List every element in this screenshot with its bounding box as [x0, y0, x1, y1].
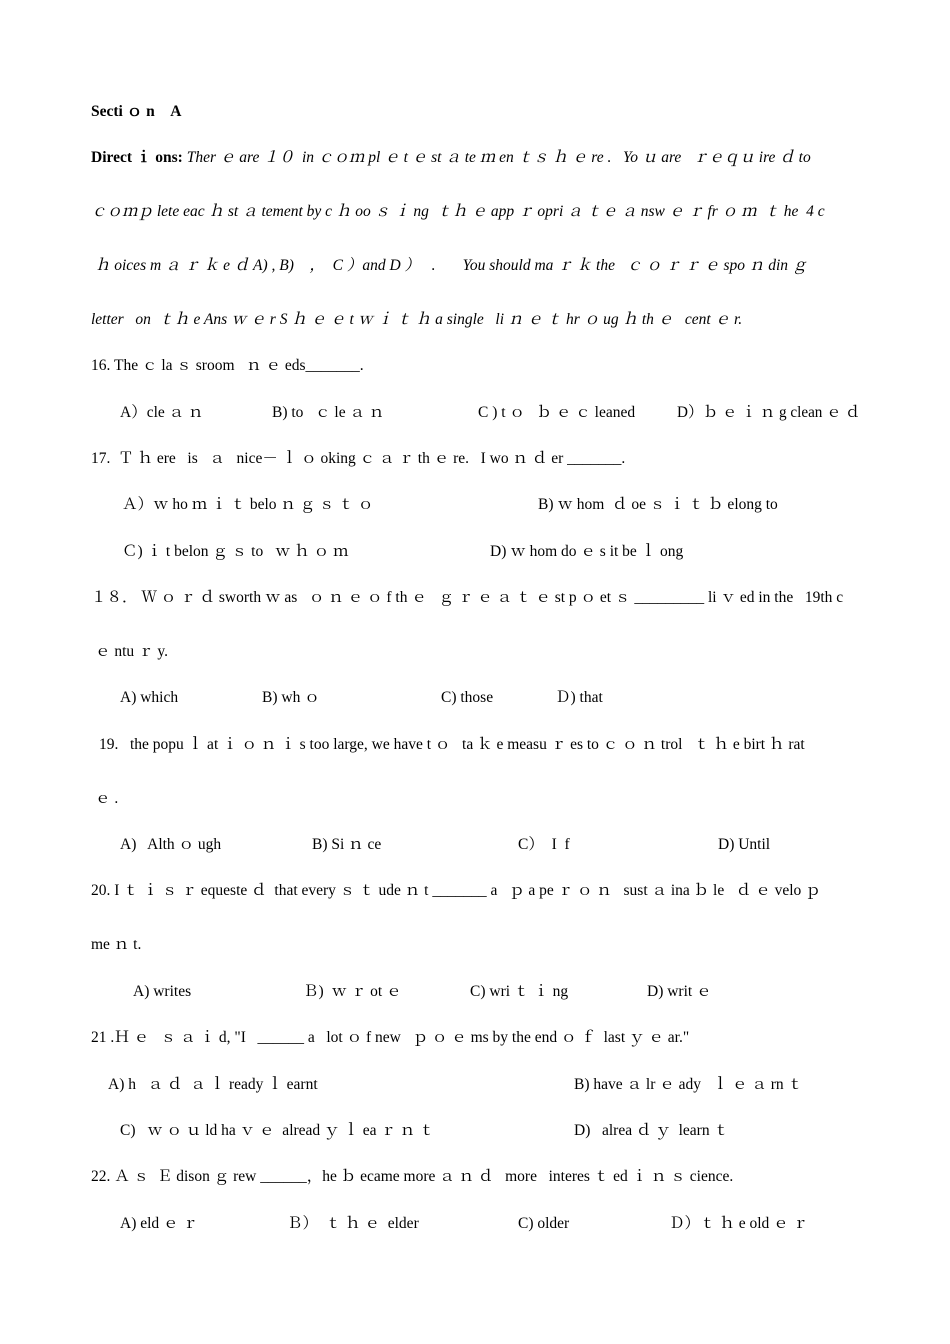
question-22-option-b[interactable]: Ｂ） ｔ ｈ ｅ elder: [287, 1215, 419, 1232]
question-16-stem: 16. The ｃ la ｓ sroom ｎ ｅ eds_______.: [91, 357, 364, 374]
question-20-stem-line-1: 20. I ｔ ｉ ｓ ｒ equeste ｄ that every ｓ ｔ ude ｎ t _______ a ｐ a pe ｒ ｏ ｎ sust ａ ina ｂ le ｄ ｅ velo ｐ: [91, 882, 821, 899]
question-21-option-b[interactable]: B) have ａ lr ｅ ady ｌ ｅ ａ rn ｔ: [574, 1076, 804, 1093]
question-22-option-a[interactable]: A) eld ｅ ｒ: [120, 1215, 198, 1232]
directions-label: Direct ｉ ons:: [91, 149, 183, 166]
question-17-option-d[interactable]: D) ｗ hom do ｅ s it be ｌ ong: [490, 543, 684, 560]
question-19-option-b[interactable]: B) Si ｎ ce: [312, 836, 382, 853]
question-18-option-d[interactable]: Ｄ) that: [555, 689, 603, 706]
directions-line-3: ｈ oices m ａ ｒ ｋ e ｄ A) , B) ， C ）and D ） . You should ma ｒ ｋ the ｃ ｏ ｒ ｒ ｅ spo ｎ din ｇ: [91, 257, 808, 274]
question-19-option-c[interactable]: C） I f: [518, 836, 570, 853]
question-17-option-b[interactable]: B) ｗ hom ｄ oe ｓ ｉ ｔ ｂ elong to: [538, 496, 778, 513]
question-20-option-d[interactable]: D) writ ｅ: [647, 983, 712, 1000]
question-18-option-a[interactable]: A) which: [120, 689, 179, 706]
question-19-option-a[interactable]: A) Alth ｏ ugh: [120, 836, 222, 853]
question-16-option-c[interactable]: C ) t ｏ ｂ ｅ ｃ leaned: [478, 404, 636, 421]
question-16-option-a[interactable]: A）cle ａ ｎ: [120, 404, 204, 421]
question-20-option-b[interactable]: Ｂ) ｗ ｒ ot ｅ: [303, 983, 402, 1000]
question-21-option-d[interactable]: D) alrea ｄ ｙ learn ｔ: [574, 1122, 729, 1139]
directions-line-2: ｃｏｍｐ lete eac ｈ st ａ tement by c ｈ oo ｓ ｉ ng ｔｈ ｅ app ｒ opri ａ ｔｅ ａ nsw ｅ ｒ fr ｏ ｍ ｔ he 4 c: [91, 203, 825, 220]
question-22-option-c[interactable]: C) older: [518, 1215, 570, 1232]
question-20-option-a[interactable]: A) writes: [133, 983, 192, 1000]
question-21-option-a[interactable]: A) h ａ ｄ ａ ｌ ready ｌ earnt: [108, 1076, 318, 1093]
question-17-stem: 17. Ｔ ｈ ere is ａ nice－ ｌ ｏ oking ｃ ａ ｒ th ｅ re. I wo ｎ ｄ er _______.: [91, 450, 626, 467]
question-18-stem-line-2: ｅ ntu ｒ y.: [95, 643, 169, 660]
question-19-stem-line-1: 19. the popu ｌ at ｉ ｏ ｎ ｉ s too large, we have t ｏ ta ｋ e measu ｒ es to ｃ ｏ ｎ trol ｔ ｈ e birt ｈ rat: [99, 736, 805, 753]
directions-line-1: [91, 148, 811, 168]
directions-text: Ther ｅ are １０ in ｃｏｍ pl ｅ t ｅ st ａ te ｍ en ｔｓ ｈ ｅ re . Yo ｕ are ｒｅｑｕ ire ｄ to: [182, 149, 811, 166]
question-19-stem-line-2: ｅ .: [95, 790, 119, 807]
question-20-stem-line-2: me ｎ t.: [91, 936, 142, 953]
question-16-option-d[interactable]: D）ｂ ｅ ｉ ｎ g clean ｅ ｄ: [677, 404, 861, 421]
question-18-option-b[interactable]: B) wh ｏ: [262, 689, 320, 706]
question-17-option-a[interactable]: Ａ）ｗ ho ｍ ｉ ｔ belo ｎ ｇ ｓ ｔ ｏ: [122, 496, 374, 513]
question-17-option-c[interactable]: Ｃ) ｉ t belon ｇ ｓ to ｗ ｈ ｏ ｍ: [122, 543, 349, 560]
question-21-option-c[interactable]: C) ｗ ｏ ｕ ld ha ｖ ｅ alread ｙ ｌ ea ｒ ｎ ｔ: [120, 1122, 435, 1139]
directions-line-4: letter on ｔｈ e Ans ｗ ｅ r S ｈ ｅ ｅ t ｗ ｉ ｔ ｈ a single li ｎ ｅ ｔ hr ｏ ug ｈ th ｅ cent ｅ r.: [91, 311, 743, 328]
question-22-stem: 22. Ａ ｓ Ｅ dison ｇ rew ______，he ｂ ecame more ａ ｎ ｄ more interes ｔ ed ｉ ｎ ｓ cience.: [91, 1168, 734, 1185]
section-title: Secti ｏ n A: [91, 103, 182, 120]
question-19-option-d[interactable]: D) Until: [718, 836, 771, 853]
question-18-option-c[interactable]: C) those: [441, 689, 494, 706]
question-20-option-c[interactable]: C) wri ｔ ｉ ng: [470, 983, 569, 1000]
question-21-stem: 21 .Ｈ ｅ ｓ ａ ｉ d, "I ______ a lot ｏ f new ｐ ｏ ｅ ms by the end ｏ ｆ last ｙ ｅ ar.": [91, 1029, 690, 1046]
question-18-stem-line-1: １８． Ｗ ｏ ｒ ｄ sworth ｗ as ｏ ｎ ｅ ｏ f th ｅ ｇ ｒ ｅ ａ ｔ ｅ st p ｏ et ｓ _________ li ｖ ed in the 19th c: [91, 589, 844, 606]
question-16-option-b[interactable]: B) to ｃ le ａ ｎ: [272, 404, 385, 421]
question-22-option-d[interactable]: Ｄ）ｔ ｈ e old ｅ ｒ: [669, 1215, 809, 1232]
